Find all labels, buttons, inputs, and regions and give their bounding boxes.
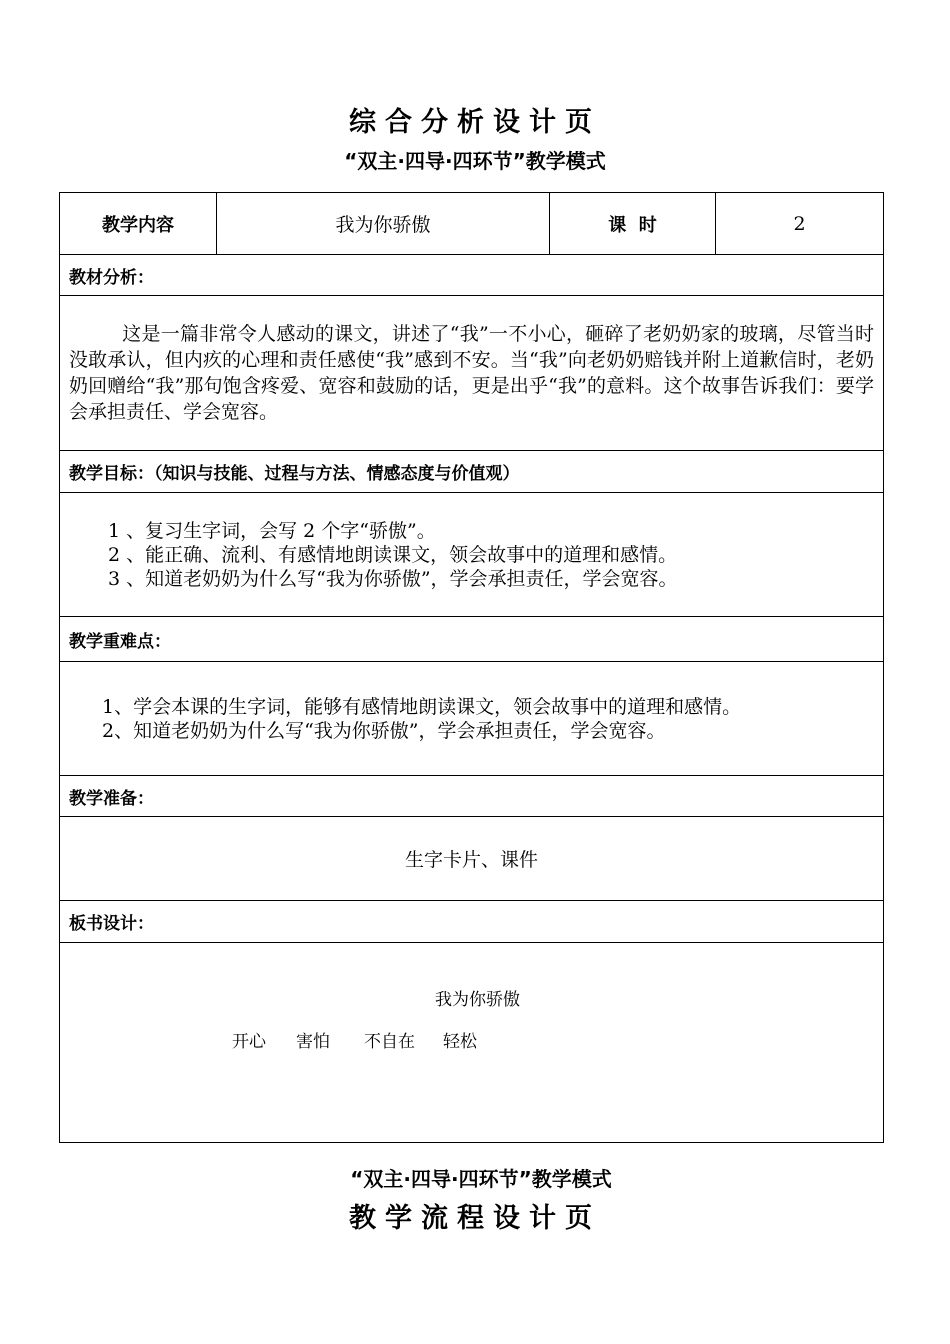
analysis-text: 这是一篇非常令人感动的课文，讲述了“我”一不小心，砸碎了老奶奶家的玻璃，尽管当时没敢承认，但内疚的心理和责任感使“我”感到不安。当“我”向老奶奶赔钱并附上道歉信时，老奶奶回赠给“我”那句饱含疼爱、宽容和鼓励的话，更是出乎“我”的意料。这个故事告诉我们：要学会承担责任、学会宽容。 bbox=[69, 323, 874, 423]
keypoint-item: 1、学会本课的生字词，能够有感情地朗读课文，领会故事中的道理和感情。 bbox=[102, 695, 742, 718]
board-word: 开心 bbox=[232, 1032, 266, 1052]
content-label: 教学内容 bbox=[60, 193, 217, 255]
content-value: 我为你骄傲 bbox=[217, 193, 550, 255]
board-cell bbox=[60, 943, 884, 1143]
keypoint-item: 2、知道老奶奶为什么写“我为你骄傲”，学会承担责任，学会宽容。 bbox=[102, 719, 666, 742]
footer-title: 教学流程设计页 bbox=[349, 1203, 601, 1234]
footer-subtitle: “双主·四导·四环节”教学模式 bbox=[350, 1167, 612, 1191]
analysis-label: 教材分析： bbox=[60, 255, 884, 296]
goal-item: 2 、能正确、流利、有感情地朗读课文，领会故事中的道理和感情。 bbox=[108, 543, 678, 566]
info-row bbox=[60, 193, 884, 255]
analysis-table bbox=[59, 192, 884, 1143]
prep-label: 教学准备： bbox=[60, 776, 884, 817]
analysis-cell bbox=[60, 296, 884, 451]
goals-cell bbox=[60, 493, 884, 617]
goal-item: 1 、复习生字词，会写 2 个字“骄傲”。 bbox=[108, 519, 436, 542]
board-word: 不自在 bbox=[364, 1032, 415, 1052]
board-word: 害怕 bbox=[296, 1032, 330, 1052]
prep-text: 生字卡片、课件 bbox=[60, 817, 884, 901]
board-words bbox=[232, 1027, 477, 1052]
board-word: 轻松 bbox=[443, 1032, 477, 1052]
keypoints-cell bbox=[60, 662, 884, 776]
period-value: 2 bbox=[716, 193, 884, 255]
keypoints-label: 教学重难点： bbox=[60, 617, 884, 662]
page-title: 综合分析设计页 bbox=[349, 107, 601, 138]
period-label: 课 时 bbox=[550, 193, 716, 255]
keypoints-list bbox=[60, 695, 883, 743]
goal-item: 3 、知道老奶奶为什么写“我为你骄傲”，学会承担责任，学会宽容。 bbox=[108, 567, 678, 590]
board-label: 板书设计： bbox=[60, 901, 884, 943]
board-title: 我为你骄傲 bbox=[435, 990, 520, 1010]
goals-list bbox=[60, 519, 883, 591]
goals-label: 教学目标：（知识与技能、过程与方法、情感态度与价值观） bbox=[60, 451, 884, 493]
page-subtitle: “双主·四导·四环节”教学模式 bbox=[344, 149, 606, 173]
